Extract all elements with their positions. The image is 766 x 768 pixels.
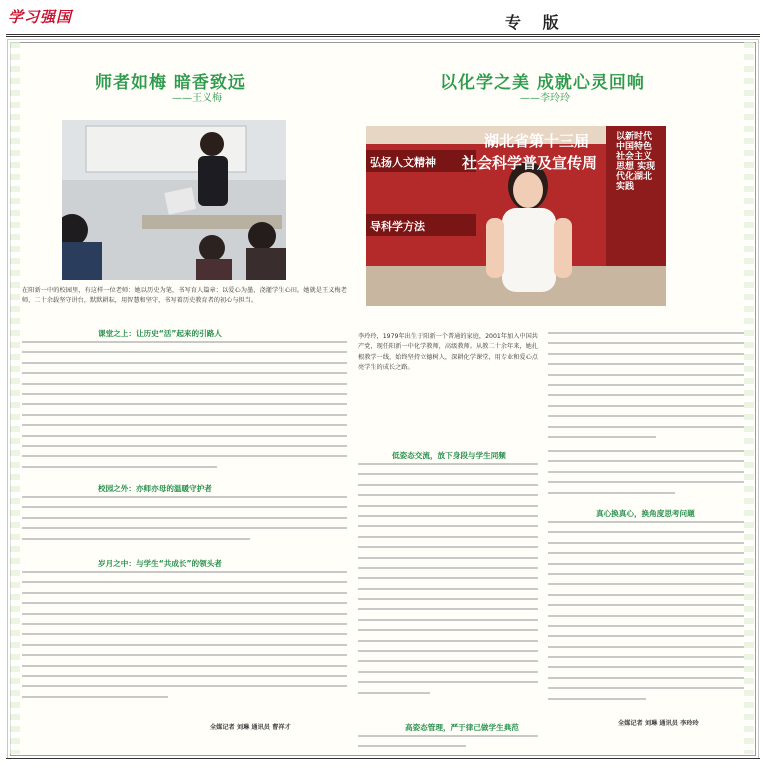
article1-byline: ——王义梅 — [172, 93, 222, 104]
article1-lead: 在阳新一中的校园里，有这样一位老师：她以历史为笔，书写育人篇章；以爱心为墨，浇灌学生心田。她就是王义梅老师，二十余载坚守讲台，默默耕耘，用智慧和坚守，书写着历史教育者的初心与担当。 — [22, 287, 347, 305]
article2-lead: 李玲玲，1979年出生于阳新一个普通的家庭，2001年加入中国共产党，现任阳新一中化学教师，高级教师。从教二十余年来，她扎根教学一线，始终坚持立德树人，深耕化学课堂，用专业和爱心点亮学生的成长之路。 — [358, 333, 538, 372]
banner-line-2: 社会科学普及宣传周 — [462, 154, 598, 172]
banner-tag-1: 弘扬人文精神 — [370, 156, 436, 169]
article2-body-right-3 — [548, 521, 744, 709]
article2-body-right-2 — [548, 450, 744, 502]
article2-subhead-3: 高姿态管理，严于律己做学生典范 — [405, 723, 519, 732]
article2-subhead-2: 真心换真心，换角度思考问题 — [596, 509, 695, 518]
article1-subhead-3: 岁月之中：与学生“共成长”的领头者 — [98, 559, 222, 568]
article2-headline: 以化学之美 成就心灵回响 — [440, 73, 645, 93]
article2-body-left-1 — [358, 463, 538, 707]
article1-photo — [62, 120, 286, 280]
article2-body-right-1 — [548, 332, 744, 448]
article2-credit: 全媒记者 刘琳 通讯员 李玲玲 — [618, 720, 699, 727]
masthead-logo: 学习强国 — [8, 8, 73, 26]
banner-line-1: 湖北省第十三届 — [484, 132, 590, 150]
article1-body-1 — [22, 341, 347, 475]
article1-body-2 — [22, 496, 347, 550]
classroom-photo-illustration — [62, 120, 286, 280]
article1-body-3 — [22, 571, 347, 707]
article2-photo — [366, 126, 666, 306]
article1-subhead-2: 校园之外：亦师亦母的温暖守护者 — [98, 484, 212, 493]
header-rule — [6, 34, 760, 35]
header-rule-inner — [6, 36, 760, 37]
article1-credit: 全媒记者 刘琳 通讯员 曹祥才 — [210, 724, 291, 731]
section-title: 专 版 — [505, 13, 567, 32]
article2-byline: ——李玲玲 — [520, 93, 570, 104]
decorative-border-right — [744, 42, 754, 754]
decorative-border-left — [10, 42, 20, 754]
article1-headline: 师者如梅 暗香致远 — [95, 73, 246, 93]
banner-tag-2: 导科学方法 — [370, 220, 425, 233]
article1-subhead-1: 课堂之上：让历史“活”起来的引路人 — [98, 329, 222, 338]
page-header — [0, 0, 766, 36]
banner-vertical-text: 以新时代中国特色社会主义思想 实现代化湖北实践 — [616, 132, 656, 192]
article2-subhead-1: 低姿态交流，放下身段与学生同频 — [392, 451, 506, 460]
article2-body-left-2 — [358, 735, 538, 753]
footer-rule — [6, 758, 760, 759]
